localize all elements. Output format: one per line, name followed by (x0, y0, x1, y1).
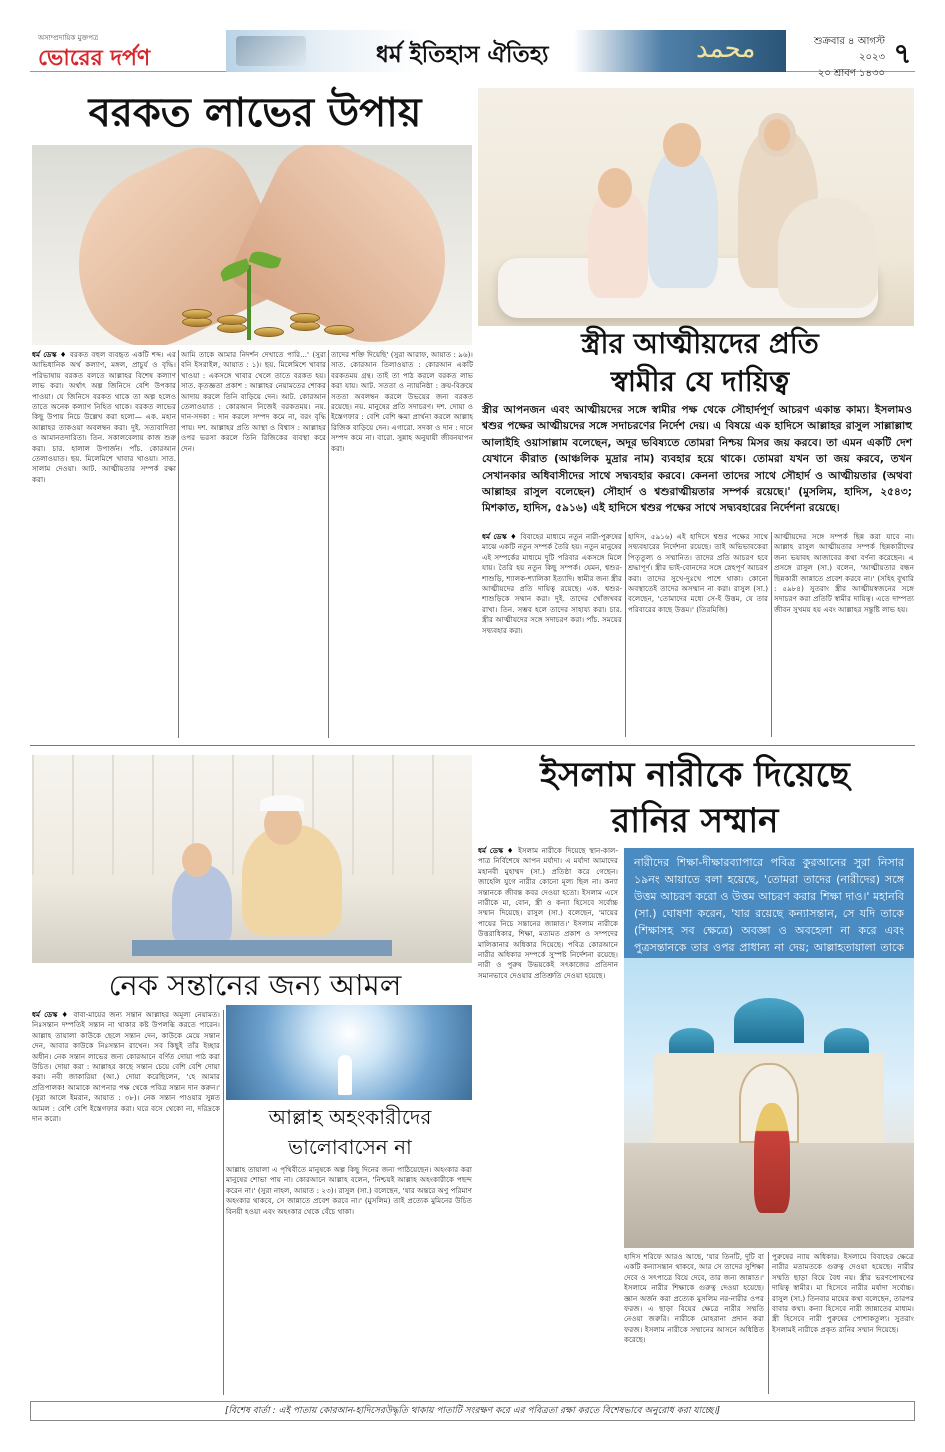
prayer-cap-icon (260, 795, 304, 811)
article1-column-3 (331, 350, 473, 738)
plant-stem (247, 265, 251, 340)
father-face (663, 123, 701, 167)
family-photo (478, 88, 914, 326)
date-gregorian: শুক্রবার ৪ আগস্ট ২০২৩ (813, 36, 885, 63)
quran-book-icon (236, 36, 306, 66)
column-divider (768, 1252, 769, 1394)
column-divider (178, 350, 179, 738)
article2-text-3: আত্মীয়দের সঙ্গে সম্পর্ক ছিন্ন করা যাবে না। আল্লাহ রাসুল আত্মীয়তার সম্পর্ক ছিন্নকারীদের জন্য ভয়াবহ আজাবের কথা বর্ণনা করেছেন। এ প্রসঙ্গে রাসুল (সা.) বলেন, 'আত্মীয়তার বন্ধন ছিন্নকারী জান্নাতে প্রবেশ করবে না।' (সহিহ বুখারি : ৫৯৮৪) সুতরাং স্ত্রীর আত্মীয়স্বজনের সঙ্গে সদাচরণ করা প্রতিটি স্বামীর দায়িত্ব। এতে দাম্পত্য জীবন সুখময় হয় এবং আল্লাহর সন্তুষ্টি লাভ হয়। (774, 532, 914, 614)
article4-text-2: হাদিস শরিফে আরও আছে, 'যার তিনটি, দুটি বা একটি কন্যাসন্তান থাকবে, আর সে তাদের সুশিক্ষা দেবে ও সৎপাত্রে বিয়ে দেবে, তার জন্য জান্নাত।' ইসলামে নারীর শিক্ষাকে গুরুত্ব দেওয়া হয়েছে। জ্ঞান অর্জন করা প্রত্যেক মুসলিম নর-নারীর ওপর ফরজ। এ ছাড়া বিয়ের ক্ষেত্রে নারীর সম্মতি নেওয়া জরুরি। নারীকে মোহরানা প্রদান করা ফরজ। ইসলাম নারীকে সম্মানের আসনে অধিষ্ঠিত করেছে। (624, 1252, 764, 1345)
date-bengali: ২০ শ্রাবণ ১৪৩০ (817, 68, 885, 79)
woman-figure (754, 1103, 790, 1213)
section-banner (226, 30, 786, 72)
article4-text-1: ইসলাম নারীকে দিয়েছে স্থান-কাল-পাত্র নির্বিশেষে আপন মর্যাদা। এ মর্যাদা আমাদের মহানবী মুহাম্মদ (সা.) প্রতিষ্ঠা করে গেছেন। জাহেলি যুগে নারীর কোনো মূল্য ছিল না। কন্যা সন্তানকে জীবন্ত কবর দেওয়া হতো। ইসলাম এসে নারীকে মা, বোন, স্ত্রী ও কন্যা হিসেবে সর্বোচ্চ সম্মান দিয়েছে। রাসুল (সা.) বলেছেন, 'মায়ের পায়ের নিচে সন্তানের জান্নাত।' ইসলাম নারীকে উত্তরাধিকার, শিক্ষা, মতামত প্রকাশ ও সম্পদের মালিকানার অধিকার দিয়েছে। পবিত্র কোরআনে নারীর অধিকার সম্পর্কে সুস্পষ্ট নির্দেশনা রয়েছে। নারী ও পুরুষ উভয়কেই সৎকাজের প্রতিদান সমানভাবে দেওয়ার প্রতিশ্রুতি দেওয়া হয়েছে। (478, 846, 618, 980)
article1-column-1 (32, 350, 176, 738)
father-son-prayer-photo (32, 755, 472, 963)
article1-column-2 (181, 350, 326, 738)
coin (254, 327, 284, 337)
article1-text-2: আমি তাকে আমার নিদর্শন দেখাতে পারি...' (সুরা বনি ইসরাইল, আয়াত : ১)। ছয়. মিলেমিশে খাবার খাওয়া : একসঙ্গে খাবার খেলে তাতে বরকত হয়। সাত. কৃতজ্ঞতা প্রকাশ : আল্লাহর নেয়ামতের শোকর আদায় করলে তিনি বাড়িয়ে দেন। আট. কোরআন তেলাওয়াত : কোরআন নিজেই বরকতময়। নয়. দান-সদকা : দান করলে সম্পদ কমে না, বরং বৃদ্ধি পায়। দশ. আল্লাহর প্রতি আস্থা ও বিশ্বাস : আল্লাহর ওপর ভরসা করলে তিনি রিজিকের ব্যবস্থা করে দেন। (181, 350, 326, 453)
article4-headline[interactable] (480, 752, 910, 844)
grandmother-figure (778, 198, 878, 308)
article1-text-1: বরকত বহুল ব্যবহৃত একটি শব্দ। এর আভিধানিক অর্থ কল্যাণ, মঙ্গল, প্রাচুর্য ও বৃদ্ধি। পরিভাষায় বরকত বলতে আল্লাহর বিশেষ কল্যাণ লাভ করা। অর্থাৎ অল্প জিনিসে বেশি উপকার পাওয়া। যে জিনিসে বরকত থাকে তা অল্প হলেও তাতে অনেক কল্যাণ নিহিত থাকে। বরকত লাভের কিছু উপায় নিচে উল্লেখ করা হলো— এক. মহান আল্লাহর তাকওয়া অবলম্বন করা। দুই. সত্যবাদিতা ও আমানতদারিতা। তিন. সকালবেলায় কাজ শুরু করা। চার. হালাল উপার্জন। পাঁচ. কোরআন তেলাওয়াত। ছয়. মিলেমিশে খাবার খাওয়া। সাত. সালাম দেওয়া। আট. আত্মীয়তার সম্পর্ক রক্ষা করা। (32, 350, 176, 484)
special-note-footer: [বিশেষ বার্তা : এই পাতায় কোরআন-হাদিসেরউদ্ধৃতি থাকায় পাতাটি সংরক্ষণ করে এর পবিত্রতা রক্ষা করতে বিশেষভাবে অনুরোধ করা যাচ্ছে।] (30, 1401, 915, 1421)
prayer-mat (132, 940, 392, 956)
calligraphy-text: محمد (696, 34, 756, 64)
logo-name: ভোরের দর্পণ (38, 45, 151, 71)
son-face (182, 843, 212, 877)
coin (217, 315, 247, 325)
article2-column-1 (482, 532, 622, 737)
article4-column-2 (624, 1252, 764, 1394)
article1-headline[interactable]: বরকত লাভের উপায় (88, 89, 422, 136)
mother-face (758, 113, 796, 157)
coin (290, 313, 320, 323)
daughter-face (598, 168, 632, 208)
son-figure (172, 865, 232, 945)
article2-headline-line2: স্বামীর যে দায়িত্ব (610, 365, 790, 398)
article1-text-3: তাদের শক্তি দিয়েছি' (সুরা আরাফ, আয়াত : ৯৬)। সাত. কোরআন তিলাওয়াত : কোরআন একটি বরকতময় গ্রন্থ। তাই তা পাঠ করলে বরকত লাভ করা যায়। আট. সততা ও ন্যায়নিষ্ঠা : ক্রয়-বিক্রয়ে সততা অবলম্বন করলে উভয়ের জন্য বরকত রয়েছে। নয়. মানুষের প্রতি সদাচরণ। দশ. দোয়া ও ইস্তেগফার : বেশি বেশি ক্ষমা প্রার্থনা করলে আল্লাহ রিজিক বাড়িয়ে দেন। এগারো. সদকা ও দান : দানে সম্পদ কমে না। বারো. সুন্নাহ অনুযায়ী জীবনযাপন করা। (331, 350, 473, 453)
section-title: ধর্ম ইতিহাস ঐতিহ্য (376, 41, 549, 68)
section-divider (30, 745, 915, 746)
page-header (30, 30, 915, 79)
article3-text-1: বাবা-মায়ের জন্য সন্তান আল্লাহর অমূল্য নেয়ামত। নিঃসন্তান দম্পতিই সন্তান না থাকার কষ্ট উপলব্ধি করতে পারেন। আল্লাহ তায়ালা কাউকে ছেলে সন্তান দেন, কাউকে মেয়ে সন্তান দেন, আবার কাউকে নিঃসন্তান রাখেন। সব কিছুই তাঁর ইচ্ছার অধীন। নেক সন্তান লাভের জন্য কোরআনে বর্ণিত দোয়া পাঠ করা উচিত। দোয়া করা : আল্লাহর কাছে সন্তান চেয়ে বেশি বেশি দোয়া করা। নবী জাকারিয়া (আ.) দোয়া করেছিলেন, 'হে আমার প্রতিপালক! আমাকে আপনার পক্ষ থেকে পবিত্র সন্তান দান করুন।' (সুরা আলে ইমরান, আয়াত : ৩৮)। নেক সন্তান পাওয়ার সুন্নত আমল : বেশি বেশি ইস্তেগফার করা। ঘরে বসে থেকো না, দরিদ্রকে দান করো। (32, 1010, 220, 1124)
article2-headline-line1: স্ত্রীর আত্মীয়দের প্রতি (581, 327, 819, 360)
article3-byline: ধর্ম ডেস্ক ♦ (32, 1010, 70, 1019)
column-divider (223, 1010, 224, 1395)
logo-tagline: অসাম্প্রদায়িক মুক্তপত্র (38, 34, 99, 42)
person-silhouette (338, 1055, 352, 1095)
article4-column-3 (772, 1252, 914, 1394)
article2-byline: ধর্ম ডেস্ক ♦ (482, 532, 518, 541)
article2-column-2 (628, 532, 768, 737)
article2-column-3 (774, 532, 914, 737)
article4-quote-box: নারীদের শিক্ষা-দীক্ষারব্যাপারে পবিত্র কুরআনের সুরা নিসার ১৯নং আয়াতে বলা হয়েছে, 'তোমরা তাদের (নারীদের) সঙ্গে উত্তম আচরণ করো ও উত্তম আচরণ করার শিক্ষা দাও।' মহানবি (সা.) ঘোষণা করেন, 'যার রয়েছে কন্যাসন্তান, সে যদি তাকে (শিক্ষাসহ সব ক্ষেত্রে) অবজ্ঞা ও অবহেলা না করে এবং পুত্রসন্তানকে তার ওপর প্রাধান্য না দেয়; আল্লাহতায়ালা তাকে (624, 848, 914, 958)
article4-headline-line2: রানির সম্মান (611, 801, 779, 841)
mosque-dome (734, 998, 804, 1043)
coin (182, 309, 212, 319)
page-number: ৭ (893, 37, 912, 70)
small-headline-line2: ভালোবাসেন না (288, 1135, 412, 1159)
article3-text-2: আল্লাহ তায়ালা এ পৃথিবীতে মানুষকে অল্প কিছু দিনের জন্য পাঠিয়েছেন। অহংকার করা মানুষের শোভা পায় না। কোরআনে আল্লাহ বলেন, 'নিশ্চয়ই আল্লাহ অহংকারীকে পছন্দ করেন না।' (সুরা নাহল, আয়াত : ২৩)। রাসুল (সা.) বলেছেন, 'যার অন্তরে অণু পরিমাণ অহংকার থাকবে, সে জান্নাতে প্রবেশ করবে না।' (মুসলিম) তাই প্রত্যেক মুমিনের উচিত বিনয়ী হওয়া এবং অহংকার থেকে বেঁচে থাকা। (226, 1165, 472, 1216)
coins-plant-image (32, 145, 472, 345)
article4-text-3: পুরুষের ন্যায় অধিকার। ইসলামে বিবাহের ক্ষেত্রে নারীর মতামতকে গুরুত্ব দেওয়া হয়েছে। নারীর সম্মতি ছাড়া বিয়ে বৈধ নয়। স্ত্রীর ভরণপোষণের দায়িত্ব স্বামীর। মা হিসেবে নারীর মর্যাদা সর্বোচ্চ। রাসুল (সা.) তিনবার মায়ের কথা বলেছেন, তারপর বাবার কথা। কন্যা হিসেবে নারী জান্নাতের মাধ্যম। স্ত্রী হিসেবে নারী পুরুষের পোশাকতুল্য। সুতরাং ইসলামই নারীকে প্রকৃত রানির সম্মান দিয়েছে। (772, 1252, 914, 1334)
article3-column-2 (226, 1165, 472, 1395)
article1-byline: ধর্ম ডেস্ক ♦ (32, 350, 68, 359)
article4-headline-line1: ইসলাম নারীকে দিয়েছে (540, 755, 850, 795)
article2-text-2: হাদিস, ৫৯১৬) এই হাদিসে শ্বশুর পক্ষের সাথে সদ্ব্যবহারের নির্দেশনা রয়েছে। তাই অভিভাবকেরা পিতৃতুল্য ও সম্মানিত। তাদের প্রতি আচরণ হবে শ্রদ্ধাপূর্ণ। স্ত্রীর ভাই-বোনদের সঙ্গে স্নেহপূর্ণ আচরণ করা। তাদের সুখে-দুঃখে পাশে থাকা। কোনো অবস্থাতেই তাদের অসম্মান না করা। রাসুল (সা.) বলেছেন, 'তোমাদের মধ্যে সে-ই উত্তম, যে তার পরিবারের কাছে উত্তম।' (তিরমিজি) (628, 532, 768, 614)
light-rays-image (226, 1005, 472, 1100)
small-headline-line1: আল্লাহ অহংকারীদের (268, 1105, 432, 1129)
article3-column-1 (32, 1010, 220, 1395)
column-divider (328, 350, 329, 738)
mosque-photo (624, 958, 914, 1248)
column-divider (625, 532, 626, 737)
article3-headline[interactable]: নেক সন্তানের জন্য আমল (108, 968, 402, 1002)
article4-byline: ধর্ম ডেস্ক ♦ (478, 846, 515, 855)
father-figure (648, 148, 718, 288)
right-hand-shape (225, 145, 472, 345)
issue-date (790, 34, 885, 82)
article2-headline[interactable] (520, 325, 880, 401)
newspaper-logo[interactable] (30, 30, 220, 72)
article2-text-1: বিবাহের মাধ্যমে নতুন নারী-পুরুষের মাঝে একটি নতুন সম্পর্ক তৈরি হয়। নতুন মানুষের এই সম্পর্কের মাধ্যমে দুটি পরিবার একসঙ্গে মিলে যায়। তৈরি হয় নতুন কিছু সম্পর্ক। যেমন, শ্বশুর-শাশুড়ি, শ্যালক-শ্যালিকা ইত্যাদি। স্বামীর জন্য স্ত্রীর আত্মীয়দের প্রতি দায়িত্ব রয়েছে। এক. শ্বশুর-শাশুড়িকে সম্মান করা। দুই. তাদের খোঁজখবর রাখা। তিন. সম্ভব হলে তাদের সাহায্য করা। চার. স্ত্রীর আত্মীয়দের সঙ্গে সদাচরণ করা। পাঁচ. সময়ের সদ্ব্যবহার করা। (482, 532, 622, 635)
column-divider (771, 532, 772, 737)
article2-intro: স্ত্রীর আপনজন এবং আত্মীয়দের সঙ্গে স্বামীর পক্ষ থেকে সৌহার্দপূর্ণ আচরণ একান্ত কাম্য। ইসলামও শ্বশুর পক্ষের আত্মীয়দের সঙ্গে সদাচরণের নির্দেশ দেয়। এ বিষয়ে এক হাদিসে আল্লাহর রাসুল সাল্লাল্লাহু আলাইহি ওয়াসাল্লাম বলেছেন, অদূর ভবিষ্যতে তোমরা নিশ্চয় মিসর জয় করবে। তা এমন একটি দেশ যেখানে কীরাত (আঞ্চলিক মুদ্রার নাম) ব্যবহার হয়ে থাকে। তোমরা যখন তা জয় করবে, তখন সেখানকার অধিবাসীদের সাথে সদ্ব্যবহার করবে। কেননা তাদের সাথে সৌহার্দ ও আত্মীয়তার (অথবা আল্লাহর রাসুল বলেছেন) সৌহার্দ ও শ্বশুরাত্মীয়তার সম্পর্ক রয়েছে।' (মুসলিম, হাদিস, ২৫৪৩; মিশকাত, হাদিস, ৫৯১৬) এই হাদিসে শ্বশুর পক্ষের সাথে সদ্ব্যবহারের নির্দেশনা রয়েছে। (482, 404, 912, 515)
coin (324, 325, 354, 335)
article4-column-1 (478, 846, 618, 1394)
article3-small-headline[interactable] (230, 1102, 470, 1162)
